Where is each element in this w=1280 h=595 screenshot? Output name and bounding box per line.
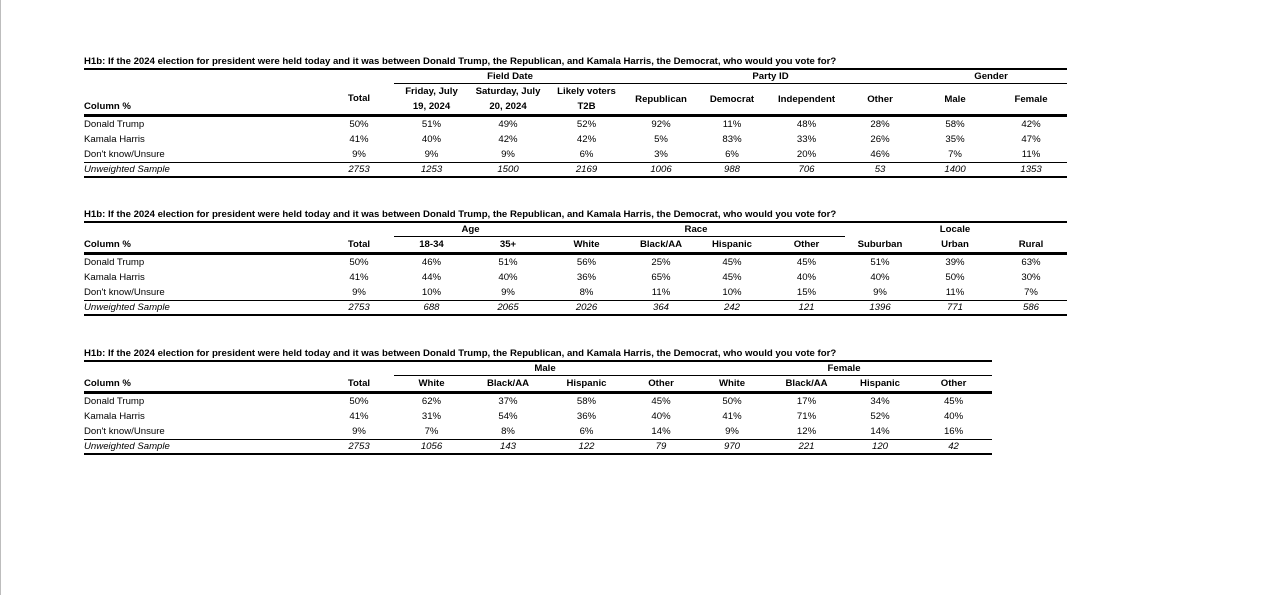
- table-cell: 41%: [722, 411, 742, 422]
- table-cell: 62%: [421, 396, 442, 407]
- table-row: [84, 301, 1067, 316]
- table-cell: 143: [469, 440, 547, 455]
- row-kamala-harris-label: Kamala Harris: [84, 411, 145, 422]
- row-kamala-harris-label: Kamala Harris: [84, 134, 145, 145]
- header-other: Other: [768, 237, 845, 254]
- group-female: Female: [696, 361, 992, 376]
- table-cell: 40%: [651, 411, 671, 422]
- table3-block: [84, 348, 992, 455]
- table1-header-row-a: [84, 84, 1067, 100]
- table-cell: 47%: [1021, 134, 1041, 145]
- header-other: Other: [626, 376, 696, 393]
- table-row: [84, 440, 992, 455]
- table-cell: 12%: [796, 426, 817, 437]
- table-cell: 45%: [722, 272, 742, 283]
- group-field-date: Field Date: [394, 69, 626, 84]
- table-cell: 40%: [796, 272, 817, 283]
- table-cell: 7%: [1024, 287, 1038, 298]
- table-cell: 9%: [873, 287, 887, 298]
- table3-body: [84, 393, 992, 455]
- table-cell: 2026: [547, 301, 626, 316]
- header-saturday-date: 20, 2024: [469, 99, 547, 116]
- table-cell: 42%: [1021, 119, 1041, 130]
- table1: [84, 68, 1067, 178]
- table-cell: 45%: [722, 257, 742, 268]
- table3-group-row: [84, 361, 992, 376]
- table-cell: 30%: [1021, 272, 1041, 283]
- table-cell: 3%: [654, 149, 668, 160]
- header-18-34: 18-34: [394, 237, 469, 254]
- table-cell: 1056: [394, 440, 469, 455]
- table-cell: 6%: [579, 149, 594, 160]
- table-cell: 771: [915, 301, 995, 316]
- table3-header-row: [84, 376, 992, 393]
- table-row: [84, 393, 992, 410]
- table-cell: 42%: [576, 134, 597, 145]
- table-cell: 34%: [870, 396, 890, 407]
- table-cell: 122: [547, 440, 626, 455]
- table-cell: 14%: [870, 426, 890, 437]
- row-donald-trump-label: Donald Trump: [84, 257, 145, 268]
- header-other: Other: [915, 376, 992, 393]
- header-hispanic: Hispanic: [547, 376, 626, 393]
- table-row: [84, 147, 1067, 163]
- page-left-border: [0, 0, 1, 595]
- table-cell: 9%: [352, 149, 366, 160]
- header-friday: Friday, July: [405, 86, 458, 97]
- header-t2b: T2B: [547, 99, 626, 116]
- table-cell: 20%: [796, 149, 817, 160]
- table-cell: 6%: [579, 426, 594, 437]
- table-cell: 11%: [722, 119, 742, 130]
- table-cell: 37%: [498, 396, 518, 407]
- table-cell: 50%: [945, 272, 965, 283]
- table-cell: 121: [768, 301, 845, 316]
- group-age: Age: [394, 222, 547, 237]
- table-cell: 5%: [654, 134, 668, 145]
- table-cell: 988: [696, 163, 768, 178]
- row-kamala-harris-label: Kamala Harris: [84, 272, 145, 283]
- table-cell: 41%: [349, 272, 369, 283]
- header-white: White: [696, 376, 768, 393]
- table-cell: 40%: [421, 134, 442, 145]
- row-donald-trump-label: Donald Trump: [84, 119, 145, 130]
- table-row: [84, 254, 1067, 271]
- table-cell: 242: [696, 301, 768, 316]
- table-cell: 1253: [394, 163, 469, 178]
- table-cell: 41%: [349, 411, 369, 422]
- header-white: White: [394, 376, 469, 393]
- table-cell: 45%: [796, 257, 817, 268]
- table-cell: 706: [768, 163, 845, 178]
- table-cell: 36%: [576, 411, 597, 422]
- row-unweighted-sample-label: Unweighted Sample: [84, 301, 324, 316]
- header-35-: 35+: [469, 237, 547, 254]
- table-cell: 9%: [725, 426, 739, 437]
- group-male: Male: [394, 361, 696, 376]
- table-cell: 14%: [651, 426, 671, 437]
- table-cell: 9%: [352, 287, 366, 298]
- table-cell: 63%: [1021, 257, 1041, 268]
- table3-question: H1b: If the 2024 election for president were held today and it was between Donald Trump, the Republican, and Kamala Harris, the Democrat, who would you vote for?: [84, 348, 837, 359]
- table2-block: [84, 209, 1067, 316]
- table2-group-row: [84, 222, 1067, 237]
- table-cell: 586: [995, 301, 1067, 316]
- row-dont-know-label: Don't know/Unsure: [84, 426, 165, 437]
- table-row: [84, 116, 1067, 133]
- header-black-aa: Black/AA: [469, 376, 547, 393]
- table-cell: 45%: [651, 396, 671, 407]
- table-cell: 40%: [943, 411, 964, 422]
- table-cell: 2169: [547, 163, 626, 178]
- table-cell: 2065: [469, 301, 547, 316]
- table-cell: 7%: [948, 149, 962, 160]
- header-male: Male: [915, 84, 995, 116]
- header-rural: Rural: [995, 237, 1067, 254]
- table-cell: 41%: [349, 134, 369, 145]
- header-likely-voters: Likely voters: [557, 86, 616, 97]
- table-cell: 9%: [501, 287, 515, 298]
- table-cell: 50%: [349, 396, 369, 407]
- table-cell: 10%: [722, 287, 742, 298]
- table-cell: 83%: [722, 134, 742, 145]
- table-cell: 46%: [870, 149, 890, 160]
- table-cell: 17%: [796, 396, 817, 407]
- table-cell: 2753: [324, 440, 394, 455]
- table-cell: 52%: [576, 119, 597, 130]
- table-cell: 26%: [870, 134, 890, 145]
- table-cell: 364: [626, 301, 696, 316]
- table-cell: 65%: [651, 272, 671, 283]
- table-cell: 49%: [498, 119, 518, 130]
- table-cell: 46%: [421, 257, 442, 268]
- table-cell: 40%: [870, 272, 890, 283]
- table-cell: 52%: [870, 411, 890, 422]
- table1-block: [84, 56, 1067, 178]
- header-female: Female: [995, 84, 1067, 116]
- table-cell: 11%: [651, 287, 671, 298]
- table2: [84, 221, 1067, 316]
- table-cell: 6%: [725, 149, 739, 160]
- header-independent: Independent: [768, 84, 845, 116]
- table-cell: 9%: [424, 149, 439, 160]
- table-cell: 58%: [576, 396, 597, 407]
- table-cell: 8%: [579, 287, 594, 298]
- row-dont-know-label: Don't know/Unsure: [84, 287, 165, 298]
- table1-question: H1b: If the 2024 election for president were held today and it was between Donald Trump, the Republican, and Kamala Harris, the Democrat, who would you vote for?: [84, 56, 837, 67]
- header-total: Total: [324, 84, 394, 116]
- table-cell: 51%: [421, 119, 442, 130]
- column-pct-label: Column %: [84, 376, 324, 393]
- header-black-aa: Black/AA: [768, 376, 845, 393]
- table-cell: 1500: [469, 163, 547, 178]
- table-cell: 1396: [845, 301, 915, 316]
- table2-header-row: [84, 237, 1067, 254]
- table-cell: 9%: [501, 149, 515, 160]
- table3: [84, 360, 992, 455]
- header-other: Other: [845, 84, 915, 116]
- table-cell: 51%: [498, 257, 518, 268]
- header-hispanic: Hispanic: [845, 376, 915, 393]
- table-cell: 31%: [421, 411, 442, 422]
- table-cell: 36%: [576, 272, 597, 283]
- table-cell: 45%: [943, 396, 964, 407]
- group-locale: Locale: [915, 222, 995, 237]
- header-black-aa: Black/AA: [626, 237, 696, 254]
- table-cell: 48%: [796, 119, 817, 130]
- table-cell: 71%: [796, 411, 817, 422]
- table-cell: 50%: [722, 396, 742, 407]
- column-pct-label: Column %: [84, 99, 324, 116]
- table-cell: 92%: [651, 119, 671, 130]
- table-cell: 221: [768, 440, 845, 455]
- table-cell: 51%: [870, 257, 890, 268]
- table-cell: 2753: [324, 163, 394, 178]
- table-cell: 33%: [796, 134, 817, 145]
- row-unweighted-sample-label: Unweighted Sample: [84, 440, 324, 455]
- table-cell: 35%: [945, 134, 965, 145]
- table-row: [84, 163, 1067, 178]
- table-cell: 16%: [943, 426, 964, 437]
- table-cell: 120: [845, 440, 915, 455]
- table-cell: 8%: [501, 426, 515, 437]
- table-cell: 40%: [498, 272, 518, 283]
- table-cell: 50%: [349, 257, 369, 268]
- table-cell: 44%: [421, 272, 442, 283]
- table2-body: [84, 254, 1067, 316]
- header-republican: Republican: [626, 84, 696, 116]
- table-cell: 58%: [945, 119, 965, 130]
- group-gender: Gender: [915, 69, 1067, 84]
- table-cell: 54%: [498, 411, 518, 422]
- table-row: [84, 132, 1067, 147]
- table-cell: 970: [696, 440, 768, 455]
- group-party-id: Party ID: [626, 69, 915, 84]
- header-total: Total: [324, 376, 394, 393]
- header-saturday: Saturday, July: [475, 86, 541, 97]
- table-row: [84, 285, 1067, 301]
- row-donald-trump-label: Donald Trump: [84, 396, 145, 407]
- table-cell: 28%: [870, 119, 890, 130]
- table-cell: 1353: [995, 163, 1067, 178]
- row-dont-know-label: Don't know/Unsure: [84, 149, 165, 160]
- header-hispanic: Hispanic: [696, 237, 768, 254]
- table-row: [84, 424, 992, 440]
- header-white: White: [547, 237, 626, 254]
- table1-body: [84, 116, 1067, 178]
- table-row: [84, 409, 992, 424]
- header-total: Total: [324, 237, 394, 254]
- table1-group-row: [84, 69, 1067, 84]
- table-cell: 53: [845, 163, 915, 178]
- row-unweighted-sample-label: Unweighted Sample: [84, 163, 324, 178]
- table-cell: 7%: [424, 426, 439, 437]
- column-pct-label: Column %: [84, 237, 324, 254]
- table-cell: 50%: [349, 119, 369, 130]
- table-cell: 9%: [352, 426, 366, 437]
- table2-question: H1b: If the 2024 election for president were held today and it was between Donald Trump, the Republican, and Kamala Harris, the Democrat, who would you vote for?: [84, 209, 837, 220]
- table-cell: 688: [394, 301, 469, 316]
- header-urban: Urban: [915, 237, 995, 254]
- table-cell: 2753: [324, 301, 394, 316]
- table-cell: 10%: [421, 287, 442, 298]
- table-cell: 56%: [576, 257, 597, 268]
- table-row: [84, 270, 1067, 285]
- header-friday-date: 19, 2024: [394, 99, 469, 116]
- header-democrat: Democrat: [696, 84, 768, 116]
- table-cell: 11%: [1021, 149, 1041, 160]
- header-suburban: Suburban: [845, 237, 915, 254]
- table-cell: 15%: [796, 287, 817, 298]
- table-cell: 11%: [945, 287, 965, 298]
- table-cell: 42: [915, 440, 992, 455]
- table-cell: 39%: [945, 257, 965, 268]
- table-cell: 79: [626, 440, 696, 455]
- table-cell: 42%: [498, 134, 518, 145]
- table-cell: 1400: [915, 163, 995, 178]
- table-cell: 1006: [626, 163, 696, 178]
- group-race: Race: [547, 222, 845, 237]
- table-cell: 25%: [651, 257, 671, 268]
